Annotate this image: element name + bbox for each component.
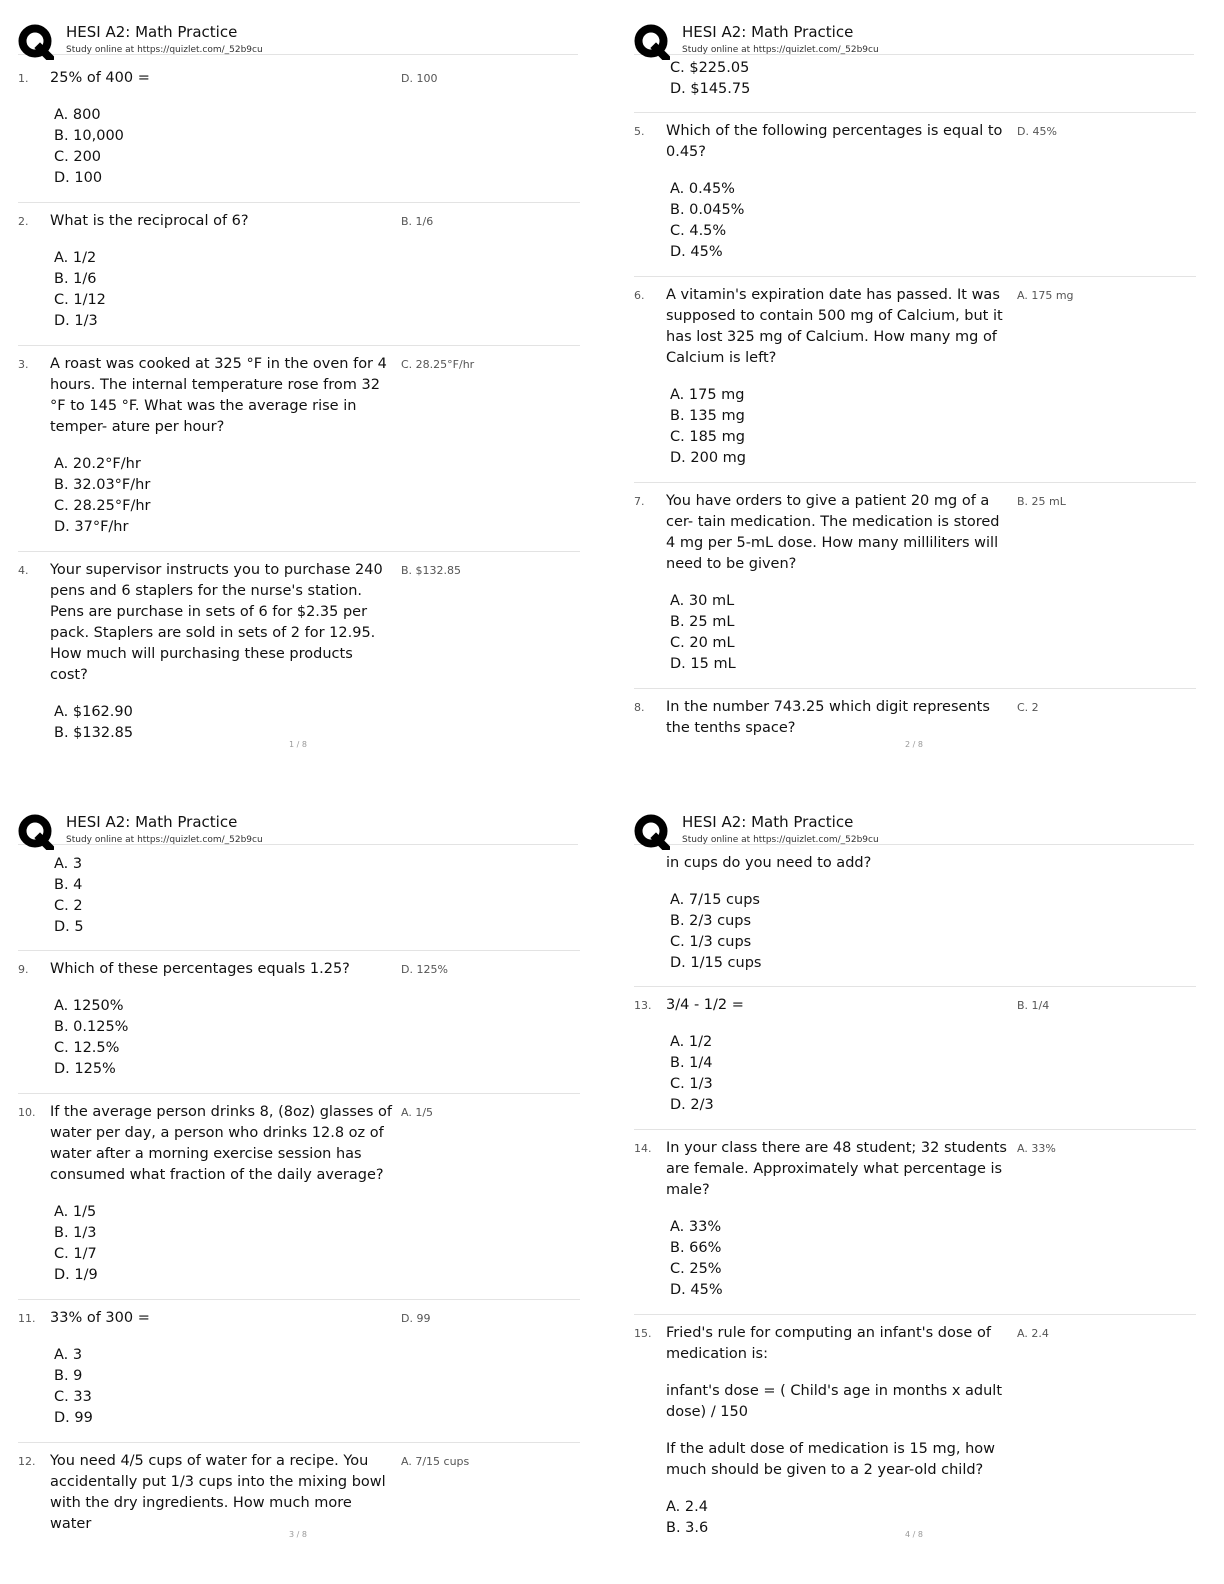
- question-item: [634, 483, 1196, 689]
- quizlet-logo-icon: [634, 814, 670, 850]
- page-number: 1 / 8: [289, 740, 307, 749]
- option-item: A. 33%: [670, 1219, 722, 1235]
- question-item: [634, 1315, 1196, 1552]
- question-paragraph: You need 4/5 cups of water for a recipe. You accidentally put 1/3 cups into the mixing bowl with the dry ingredients. How much more water: [50, 1453, 386, 1532]
- question-answer: B. $132.85: [401, 564, 462, 577]
- study-online-link[interactable]: Study online at https://quizlet.com/_52b9cu: [66, 835, 263, 845]
- question-item: [18, 1300, 580, 1443]
- page-3: [18, 808, 598, 1548]
- option-item: C. 2: [54, 898, 83, 914]
- question-list: [18, 854, 580, 1548]
- question-paragraph: 33% of 300 =: [50, 1310, 150, 1326]
- option-list: [670, 179, 1196, 263]
- option-item: B. 2/3 cups: [670, 913, 752, 929]
- question-number: 15.: [634, 1327, 652, 1340]
- option-item: D. 45%: [670, 1282, 723, 1298]
- question-number: 5.: [634, 125, 645, 138]
- question-number: 8.: [634, 701, 645, 714]
- option-item: C. 1/3: [670, 1076, 713, 1092]
- option-item: C. 28.25°F/hr: [54, 498, 151, 514]
- option-item: A. 0.45%: [670, 181, 735, 197]
- question-number: 1.: [18, 72, 29, 85]
- option-item: A. 20.2°F/hr: [54, 456, 141, 472]
- option-item: D. 200 mg: [670, 450, 746, 466]
- question-paragraph: What is the reciprocal of 6?: [50, 213, 249, 229]
- document-title: HESI A2: Math Practice: [682, 813, 854, 831]
- question-paragraph: Fried's rule for computing an infant's dose of medication is:: [666, 1325, 991, 1362]
- option-item: C. 4.5%: [670, 223, 727, 239]
- question-paragraph: If the average person drinks 8, (8oz) glasses of water per day, a person who drinks 12.8 oz of water after a morning exercise session has consumed what fraction of the daily average?: [50, 1104, 392, 1183]
- question-text: [666, 1138, 1011, 1201]
- study-online-link[interactable]: Study online at https://quizlet.com/_52b9cu: [66, 45, 263, 55]
- quizlet-logo-icon: [18, 24, 54, 60]
- question-number: 6.: [634, 289, 645, 302]
- option-item: D. 15 mL: [670, 656, 736, 672]
- page-number: 4 / 8: [905, 1530, 923, 1539]
- option-item: B. 3.6: [666, 1520, 709, 1536]
- question-paragraph: You have orders to give a patient 20 mg of a cer- tain medication. The medication is stored 4 mg per 5-mL dose. How many milliliters will need to be given?: [666, 493, 1000, 572]
- question-answer: A. 1/5: [401, 1106, 434, 1119]
- option-item: B. 9: [54, 1368, 83, 1384]
- question-paragraph: Your supervisor instructs you to purchase 240 pens and 6 staplers for the nurse's station. Pens are purchase in sets of 6 for $2.35 per pack. Staplers are sold in sets of 2 for 12.95. How much will purchasing these products cost?: [50, 562, 383, 683]
- question-number: 9.: [18, 963, 29, 976]
- option-list: [670, 1032, 1196, 1116]
- question-list: [18, 60, 580, 757]
- option-item: A. 7/15 cups: [670, 892, 760, 908]
- question-text: [50, 959, 395, 980]
- question-paragraph: Which of the following percentages is equal to 0.45?: [666, 123, 1003, 160]
- option-item: C. $225.05: [670, 60, 750, 76]
- option-list: [54, 1202, 580, 1286]
- option-item: C. 20 mL: [670, 635, 735, 651]
- page-header: [18, 18, 578, 55]
- option-list: [670, 385, 1196, 469]
- option-item: A. 1/2: [670, 1034, 713, 1050]
- question-text: [50, 68, 395, 89]
- option-item: A. 1/5: [54, 1204, 97, 1220]
- question-item: [634, 987, 1196, 1130]
- option-list: [670, 591, 1196, 675]
- question-item: [634, 277, 1196, 483]
- option-item: D. 1/15 cups: [670, 955, 762, 971]
- option-item: B. 32.03°F/hr: [54, 477, 151, 493]
- page-header: [634, 18, 1194, 55]
- option-list: [54, 248, 580, 332]
- question-answer: B. 1/6: [401, 215, 434, 228]
- page-number: 3 / 8: [289, 1530, 307, 1539]
- option-item: B. $132.85: [54, 725, 134, 741]
- page-1: [18, 18, 598, 758]
- question-text: [666, 1323, 1011, 1481]
- option-item: D. 2/3: [670, 1097, 714, 1113]
- continued-options: [634, 58, 1196, 113]
- option-item: B. 1/3: [54, 1225, 97, 1241]
- question-answer: C. 2: [1017, 701, 1039, 714]
- question-number: 11.: [18, 1312, 36, 1325]
- question-answer: C. 28.25°F/hr: [401, 358, 475, 371]
- question-paragraph: In the number 743.25 which digit represents the tenths space?: [666, 699, 990, 736]
- option-list: [54, 105, 580, 189]
- quizlet-logo-icon: [18, 814, 54, 850]
- question-paragraph: 25% of 400 =: [50, 70, 150, 86]
- option-item: A. 2.4: [666, 1499, 708, 1515]
- option-item: A. 175 mg: [670, 387, 745, 403]
- option-item: A. 1250%: [54, 998, 124, 1014]
- question-text: [50, 211, 395, 232]
- question-item: [18, 203, 580, 346]
- question-item: [18, 552, 580, 757]
- option-list: [54, 854, 580, 938]
- question-answer: D. 125%: [401, 963, 448, 976]
- question-number: 13.: [634, 999, 652, 1012]
- option-item: B. 1/4: [670, 1055, 713, 1071]
- question-paragraph: If the adult dose of medication is 15 mg, how much should be given to a 2 year-old child?: [666, 1441, 995, 1478]
- option-item: A. 800: [54, 107, 101, 123]
- document-title: HESI A2: Math Practice: [66, 23, 238, 41]
- question-answer: D. 45%: [1017, 125, 1057, 138]
- question-paragraph: 3/4 - 1/2 =: [666, 997, 744, 1013]
- option-list: [54, 996, 580, 1080]
- option-item: B. 66%: [670, 1240, 722, 1256]
- question-answer: A. 175 mg: [1017, 289, 1074, 302]
- question-text: [50, 1451, 395, 1535]
- page-header: [18, 808, 578, 845]
- question-number: 10.: [18, 1106, 36, 1119]
- question-answer: A. 2.4: [1017, 1327, 1049, 1340]
- document-title: HESI A2: Math Practice: [66, 813, 238, 831]
- option-item: B. 0.125%: [54, 1019, 129, 1035]
- option-item: D. 100: [54, 170, 103, 186]
- question-paragraph: infant's dose = ( Child's age in months x adult dose) / 150: [666, 1383, 1002, 1420]
- option-item: D. 99: [54, 1410, 93, 1426]
- option-item: B. 4: [54, 877, 83, 893]
- question-text: [50, 1102, 395, 1186]
- question-item: [18, 951, 580, 1094]
- question-paragraph: A vitamin's expiration date has passed. It was supposed to contain 500 mg of Calcium, but it has lost 325 mg of Calcium. How many mg of Calcium is left?: [666, 287, 1003, 366]
- option-item: A. 30 mL: [670, 593, 735, 609]
- option-item: C. 33: [54, 1389, 92, 1405]
- option-list: [54, 454, 580, 538]
- study-online-link[interactable]: Study online at https://quizlet.com/_52b9cu: [682, 835, 879, 845]
- question-text: [50, 560, 395, 686]
- quizlet-logo-icon: [634, 24, 670, 60]
- option-list: [670, 890, 1196, 974]
- question-paragraph: Which of these percentages equals 1.25?: [50, 961, 350, 977]
- option-item: C. 1/7: [54, 1246, 97, 1262]
- question-item: [18, 60, 580, 203]
- option-item: A. 3: [54, 1347, 83, 1363]
- option-item: B. 135 mg: [670, 408, 745, 424]
- continued-options: [18, 854, 580, 951]
- question-item: [18, 1094, 580, 1300]
- option-item: D. 1/3: [54, 313, 98, 329]
- question-number: 4.: [18, 564, 29, 577]
- option-item: C. 1/12: [54, 292, 106, 308]
- question-item: [634, 113, 1196, 277]
- question-number: 14.: [634, 1142, 652, 1155]
- question-list: [634, 58, 1196, 752]
- option-item: C. 200: [54, 149, 102, 165]
- question-text: [666, 121, 1011, 163]
- option-item: B. 1/6: [54, 271, 97, 287]
- option-item: D. $145.75: [670, 81, 751, 97]
- option-item: B. 0.045%: [670, 202, 745, 218]
- question-paragraph: In your class there are 48 student; 32 students are female. Approximately what percentage is male?: [666, 1140, 1007, 1198]
- question-text: [50, 354, 395, 438]
- question-number: 7.: [634, 495, 645, 508]
- continued-text: in cups do you need to add?: [666, 855, 872, 871]
- document-title: HESI A2: Math Practice: [682, 23, 854, 41]
- question-answer: D. 99: [401, 1312, 431, 1325]
- option-list: [54, 702, 580, 744]
- option-list: [670, 1217, 1196, 1301]
- option-list: [670, 58, 1196, 100]
- question-paragraph: A roast was cooked at 325 °F in the oven for 4 hours. The internal temperature rose from 32 °F to 145 °F. What was the average rise in temper- ature per hour?: [50, 356, 387, 435]
- option-item: A. 3: [54, 856, 83, 872]
- question-answer: B. 25 mL: [1017, 495, 1066, 508]
- question-item: [18, 346, 580, 552]
- question-number: 3.: [18, 358, 29, 371]
- page-header: [634, 808, 1194, 845]
- question-list: [634, 853, 1196, 1552]
- question-answer: A. 7/15 cups: [401, 1455, 470, 1468]
- option-item: D. 45%: [670, 244, 723, 260]
- option-item: A. 1/2: [54, 250, 97, 266]
- option-item: D. 5: [54, 919, 84, 935]
- option-item: D. 125%: [54, 1061, 116, 1077]
- option-item: C. 12.5%: [54, 1040, 120, 1056]
- question-text: [666, 697, 1011, 739]
- option-item: D. 1/9: [54, 1267, 98, 1283]
- page-4: [634, 808, 1214, 1548]
- option-list: [54, 1345, 580, 1429]
- option-item: C. 185 mg: [670, 429, 745, 445]
- page-number: 2 / 8: [905, 740, 923, 749]
- question-number: 12.: [18, 1455, 36, 1468]
- question-answer: D. 100: [401, 72, 438, 85]
- option-item: B. 25 mL: [670, 614, 735, 630]
- question-answer: A. 33%: [1017, 1142, 1056, 1155]
- page-2: [634, 18, 1214, 758]
- question-text: [666, 995, 1011, 1016]
- option-item: C. 1/3 cups: [670, 934, 752, 950]
- question-item: [634, 1130, 1196, 1315]
- option-item: D. 37°F/hr: [54, 519, 129, 535]
- option-item: C. 25%: [670, 1261, 722, 1277]
- continued-question: [634, 853, 1196, 987]
- question-answer: B. 1/4: [1017, 999, 1050, 1012]
- option-item: B. 10,000: [54, 128, 124, 144]
- option-item: A. $162.90: [54, 704, 133, 720]
- question-text: [666, 285, 1011, 369]
- study-online-link[interactable]: Study online at https://quizlet.com/_52b9cu: [682, 45, 879, 55]
- question-text: [666, 491, 1011, 575]
- question-number: 2.: [18, 215, 29, 228]
- question-text: [50, 1308, 395, 1329]
